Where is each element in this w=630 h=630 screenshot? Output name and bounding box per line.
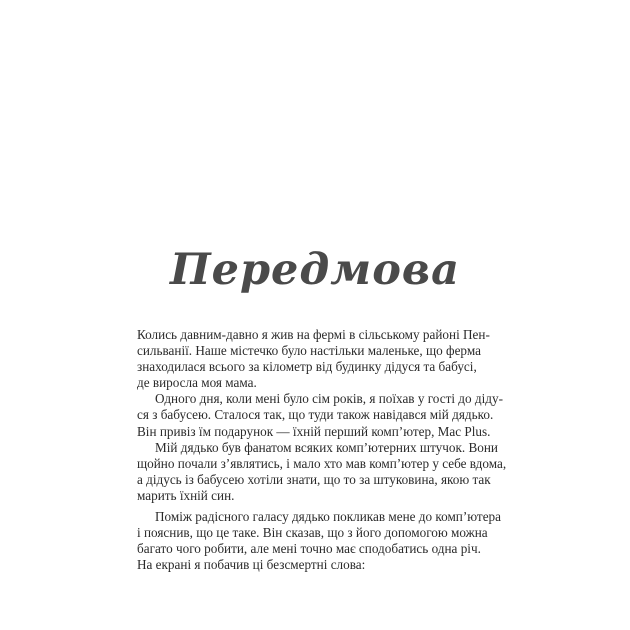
- paragraph-3: [137, 439, 507, 504]
- text-line: знаходилася всього за кілометр від будинку дідуся та бабусі,: [137, 359, 477, 375]
- paragraph-4: [137, 509, 501, 573]
- text-line: Одного дня, коли мені було сім років, я поїхав у гості до діду-: [155, 391, 503, 407]
- text-line: а дідусь із бабусею хотіли знати, що то за штуковина, якою так: [137, 471, 491, 487]
- text-line: Мій дядько був фанатом всяких комп’ютерних штучок. Вони: [155, 439, 498, 455]
- text-line: сильванії. Наше містечко було настільки маленьке, що ферма: [137, 343, 481, 359]
- paragraph-1: [137, 327, 497, 391]
- text-line: Він привіз їм подарунок — їхній перший комп’ютер, Mac Plus.: [137, 423, 491, 439]
- text-line: Поміж радісного галасу дядько покликав мене до комп’ютера: [155, 509, 501, 525]
- body-text: [137, 327, 507, 573]
- text-line: На екрані я побачив ці безсмертні слова:: [137, 557, 366, 573]
- text-line: ся з бабусею. Сталося так, що туди також навідався мій дядько.: [137, 407, 494, 423]
- text-line: і пояснив, що це таке. Він сказав, що з його допомогою можна: [137, 525, 488, 541]
- text-line: де виросла моя мама.: [137, 375, 257, 391]
- text-line: марить їхній син.: [137, 487, 235, 503]
- text-line: щойно почали з’являтись, і мало хто мав комп’ютер у себе вдома,: [137, 455, 507, 471]
- text-line: Колись давним-давно я жив на фермі в сільському районі Пен-: [137, 327, 490, 342]
- chapter-title: Передмова: [170, 245, 460, 295]
- text-line: багато чого робити, але мені точно має сподобатись одна річ.: [137, 541, 481, 557]
- paragraph-2: [137, 391, 503, 439]
